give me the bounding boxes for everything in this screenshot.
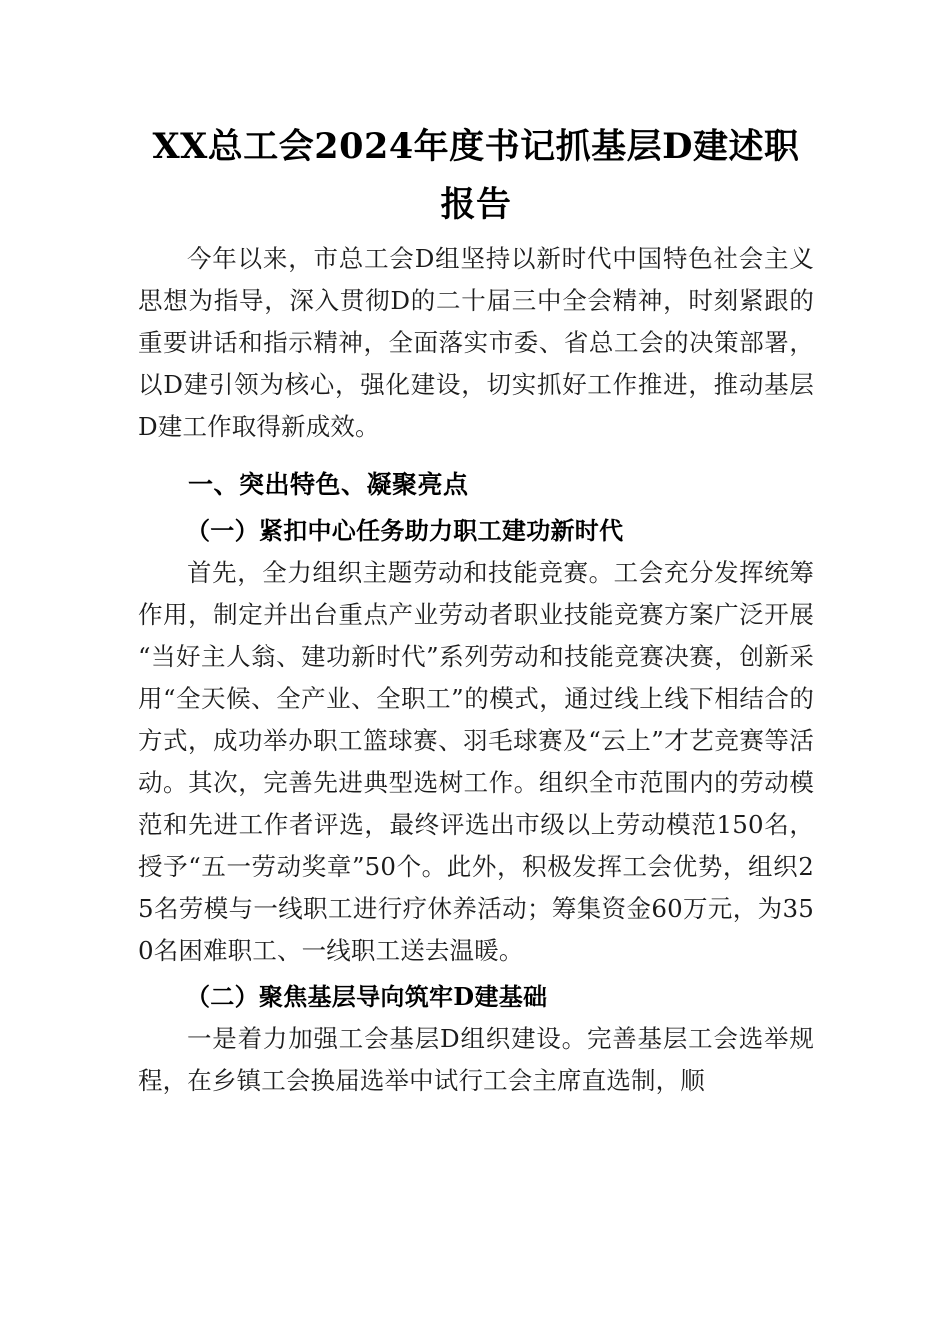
- subsection-two-paragraph: 一是着力加强工会基层D组织建设。完善基层工会选举规程，在乡镇工会换届选举中试行工会主席直选制，顺: [138, 1024, 814, 1095]
- subsection-one-paragraph: 首先，全力组织主题劳动和技能竞赛。工会充分发挥统筹作用，制定并出台重点产业劳动者职业技能竞赛方案广泛开展“当好主人翁、建功新时代”系列劳动和技能竞赛决赛，创新采用“全天候、全产业、全职工”的模式，通过线上线下相结合的方式，成功举办职工篮球赛、羽毛球赛及“云上”才艺竞赛等活动。其次，完善先进典型选树工作。组织全市范围内的劳动模范和先进工作者评选，最终评选出市级以上劳动模范150名，授予“五一劳动奖章”50个。此外，积极发挥工会优势，组织25名劳模与一线职工进行疗休养活动；筹集资金60万元，为350名困难职工、一线职工送去温暖。: [138, 558, 814, 965]
- subsection-heading-two: （二）聚焦基层导向筑牢D建基础: [186, 982, 548, 1011]
- page-title: XX总工会2024年度书记抓基层D建述职报告: [152, 126, 800, 225]
- intro-paragraph: 今年以来，市总工会D组坚持以新时代中国特色社会主义思想为指导，深入贯彻D的二十届三中全会精神，时刻紧跟的重要讲话和指示精神，全面落实市委、省总工会的决策部署，以D建引领为核心，强化建设，切实抓好工作推进，推动基层D建工作取得新成效。: [138, 244, 814, 441]
- section-heading-one: 一、突出特色、凝聚亮点: [188, 471, 469, 499]
- document-body: [138, 0, 814, 1102]
- subsection-heading-one: （一）紧扣中心任务助力职工建功新时代: [186, 516, 624, 545]
